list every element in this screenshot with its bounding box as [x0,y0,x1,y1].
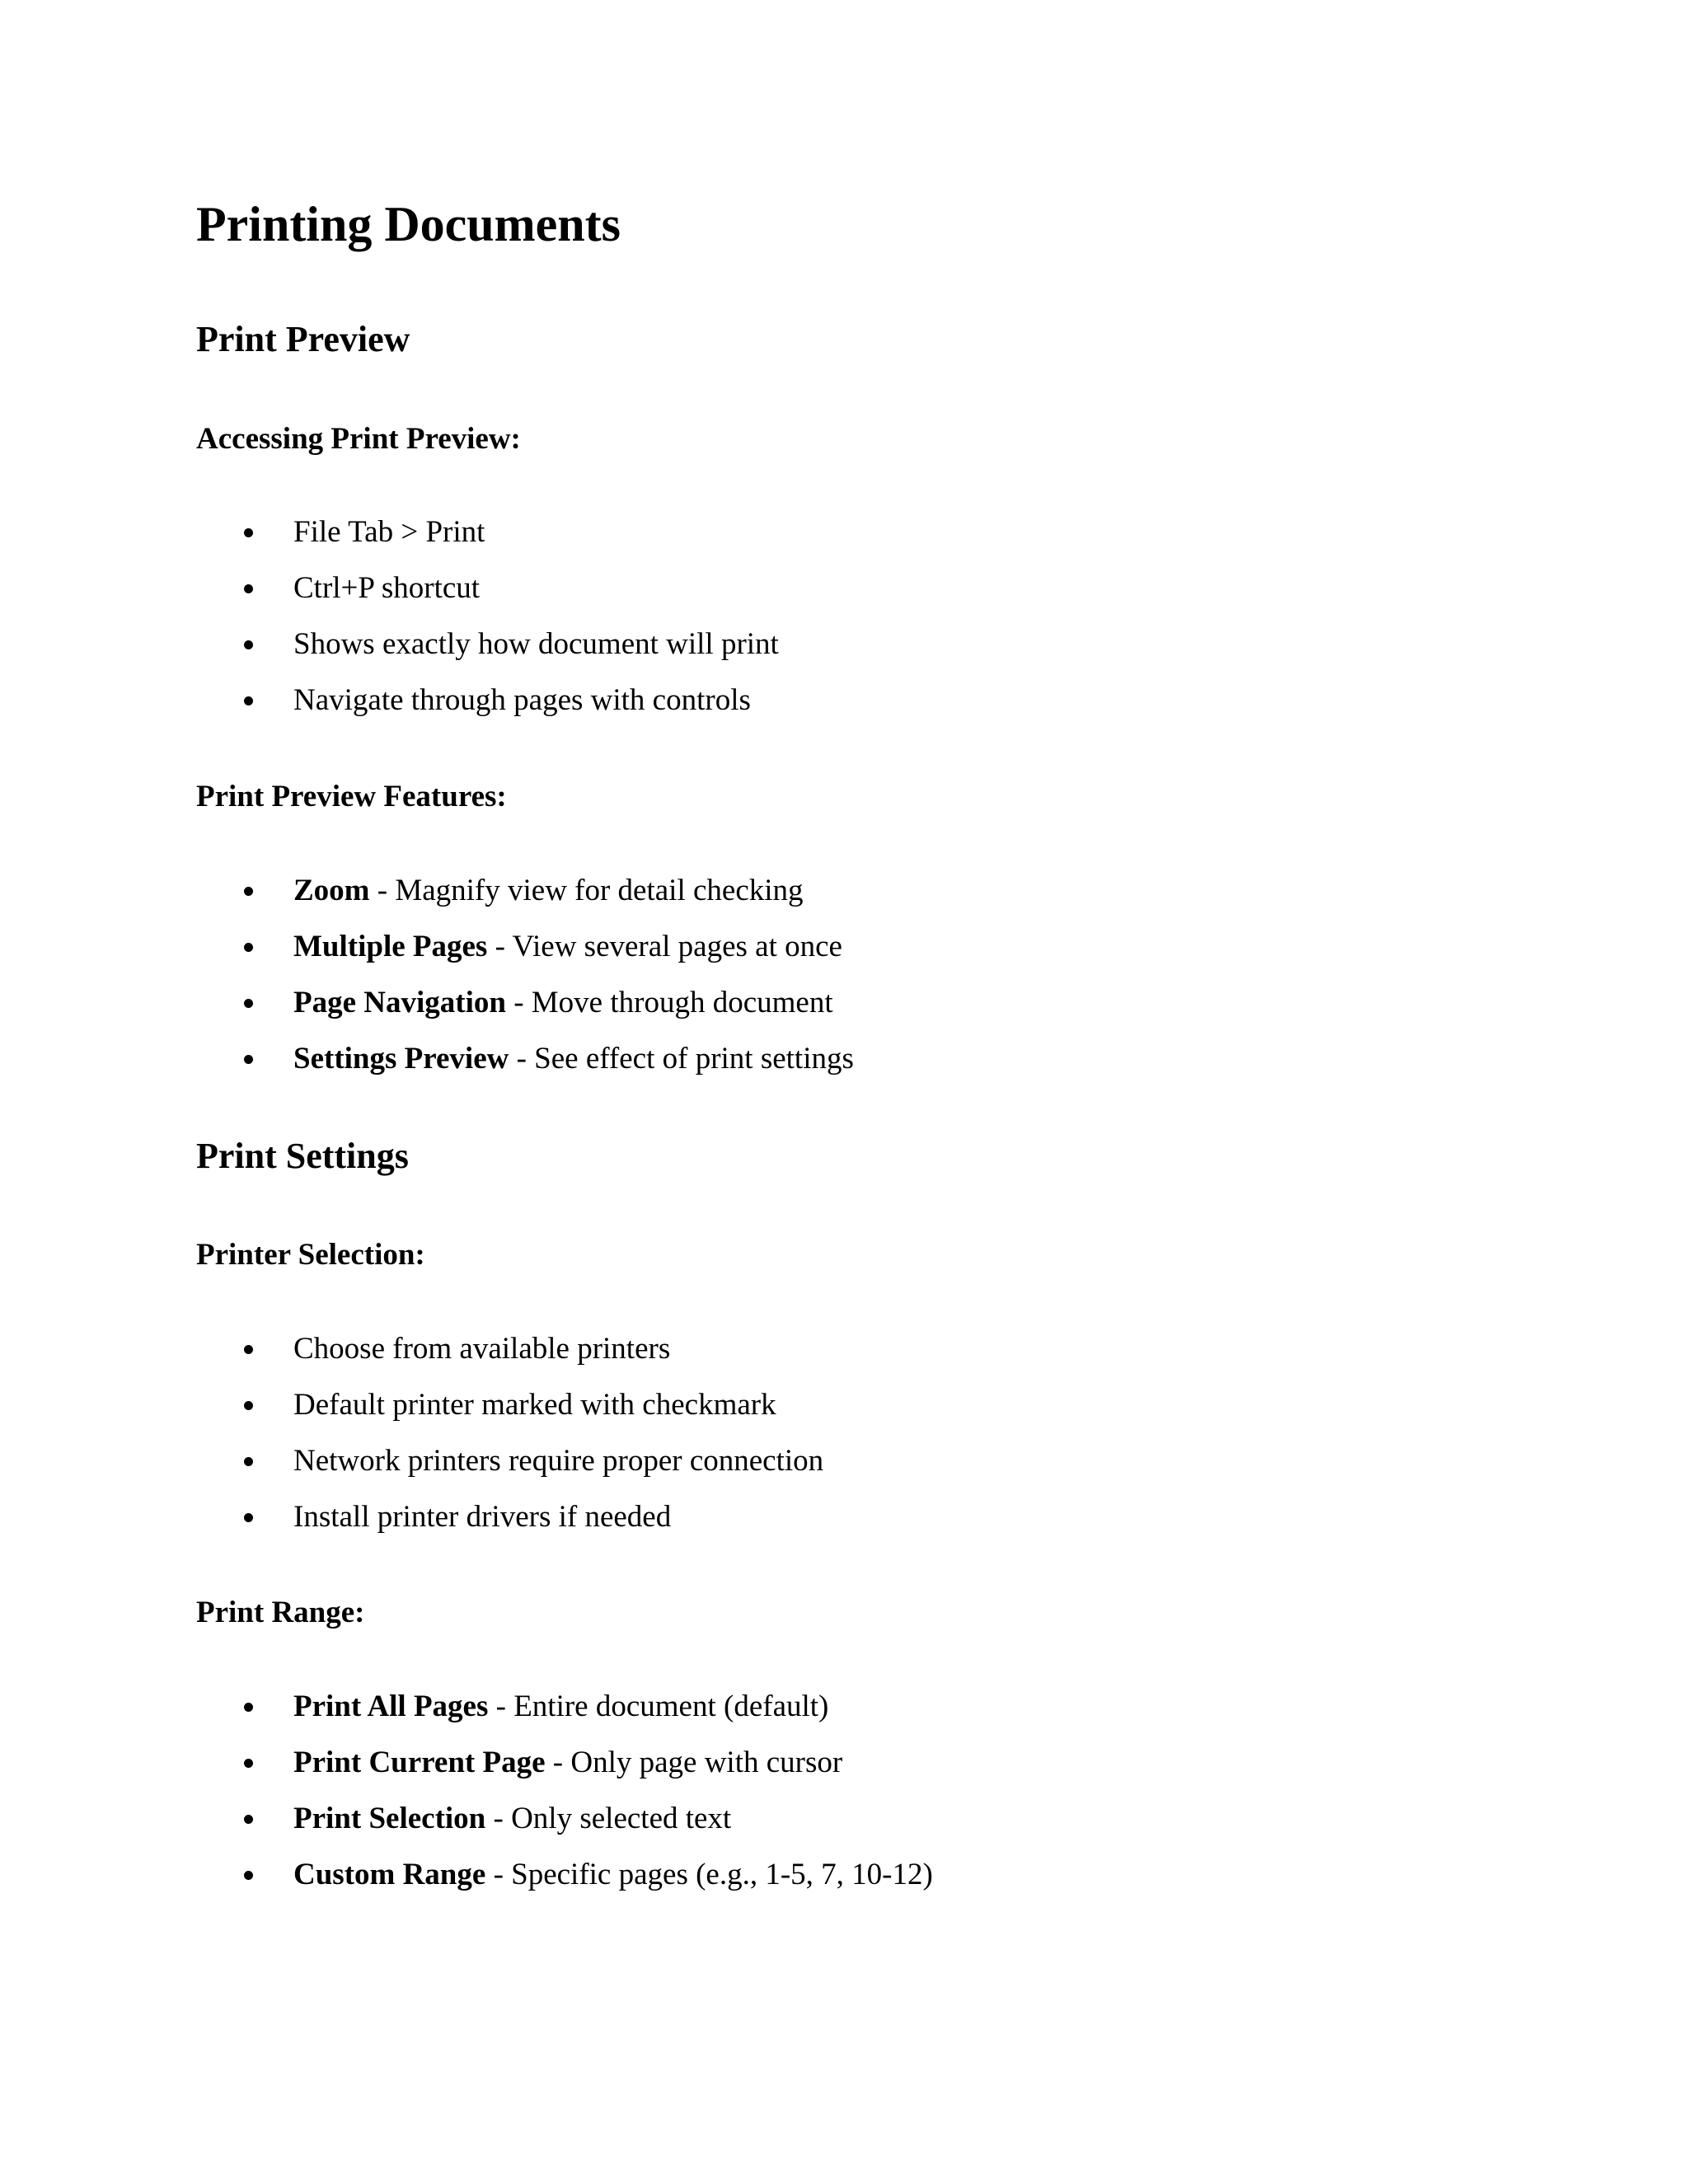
list-item [196,1038,854,1094]
list-item: Network printers require proper connection [196,1441,823,1497]
list-item-description: - Specific pages (e.g., 1-5, 7, 10-12) [485,1858,933,1891]
print-preview-features-list [196,870,854,1094]
section-heading-print-settings: Print Settings [196,1136,409,1176]
list-item-description: - Entire document (default) [488,1690,829,1723]
list-item: Default printer marked with checkmark [196,1385,823,1441]
list-item-description: - See effect of print settings [509,1042,854,1076]
subheading-print-range: Print Range: [196,1596,365,1629]
print-range-list [196,1686,933,1910]
list-item [196,926,854,982]
list-item-description: - Move through document [505,986,833,1019]
list-item [196,1742,933,1798]
list-item-term: Zoom [293,874,370,907]
subheading-print-preview-features: Print Preview Features: [196,780,507,813]
list-item [196,1854,933,1910]
printer-selection-list [196,1329,823,1553]
list-item-term: Print Selection [293,1802,486,1835]
list-item-description: - Only page with cursor [545,1746,843,1779]
list-item-description: - Magnify view for detail checking [369,874,804,907]
list-item: Navigate through pages with controls [196,680,779,736]
list-item [196,1798,933,1854]
list-item: Choose from available printers [196,1329,823,1385]
list-item-term: Custom Range [293,1858,486,1891]
list-item-description: - View several pages at once [487,930,842,963]
subheading-accessing-print-preview: Accessing Print Preview: [196,422,521,456]
list-item: Ctrl+P shortcut [196,568,779,624]
section-heading-print-preview: Print Preview [196,319,410,359]
accessing-print-preview-list [196,512,779,736]
list-item-term: Print All Pages [293,1690,489,1723]
page-title: Printing Documents [196,197,621,251]
list-item [196,1686,933,1742]
list-item-description: - Only selected text [485,1802,732,1835]
list-item-term: Multiple Pages [293,930,488,963]
list-item-term: Page Navigation [293,986,506,1019]
list-item-term: Settings Preview [293,1042,509,1076]
list-item: Install printer drivers if needed [196,1497,823,1553]
list-item [196,870,854,926]
list-item: File Tab > Print [196,512,779,568]
list-item-term: Print Current Page [293,1746,546,1779]
list-item [196,982,854,1038]
list-item: Shows exactly how document will print [196,624,779,680]
subheading-printer-selection: Printer Selection: [196,1238,425,1272]
